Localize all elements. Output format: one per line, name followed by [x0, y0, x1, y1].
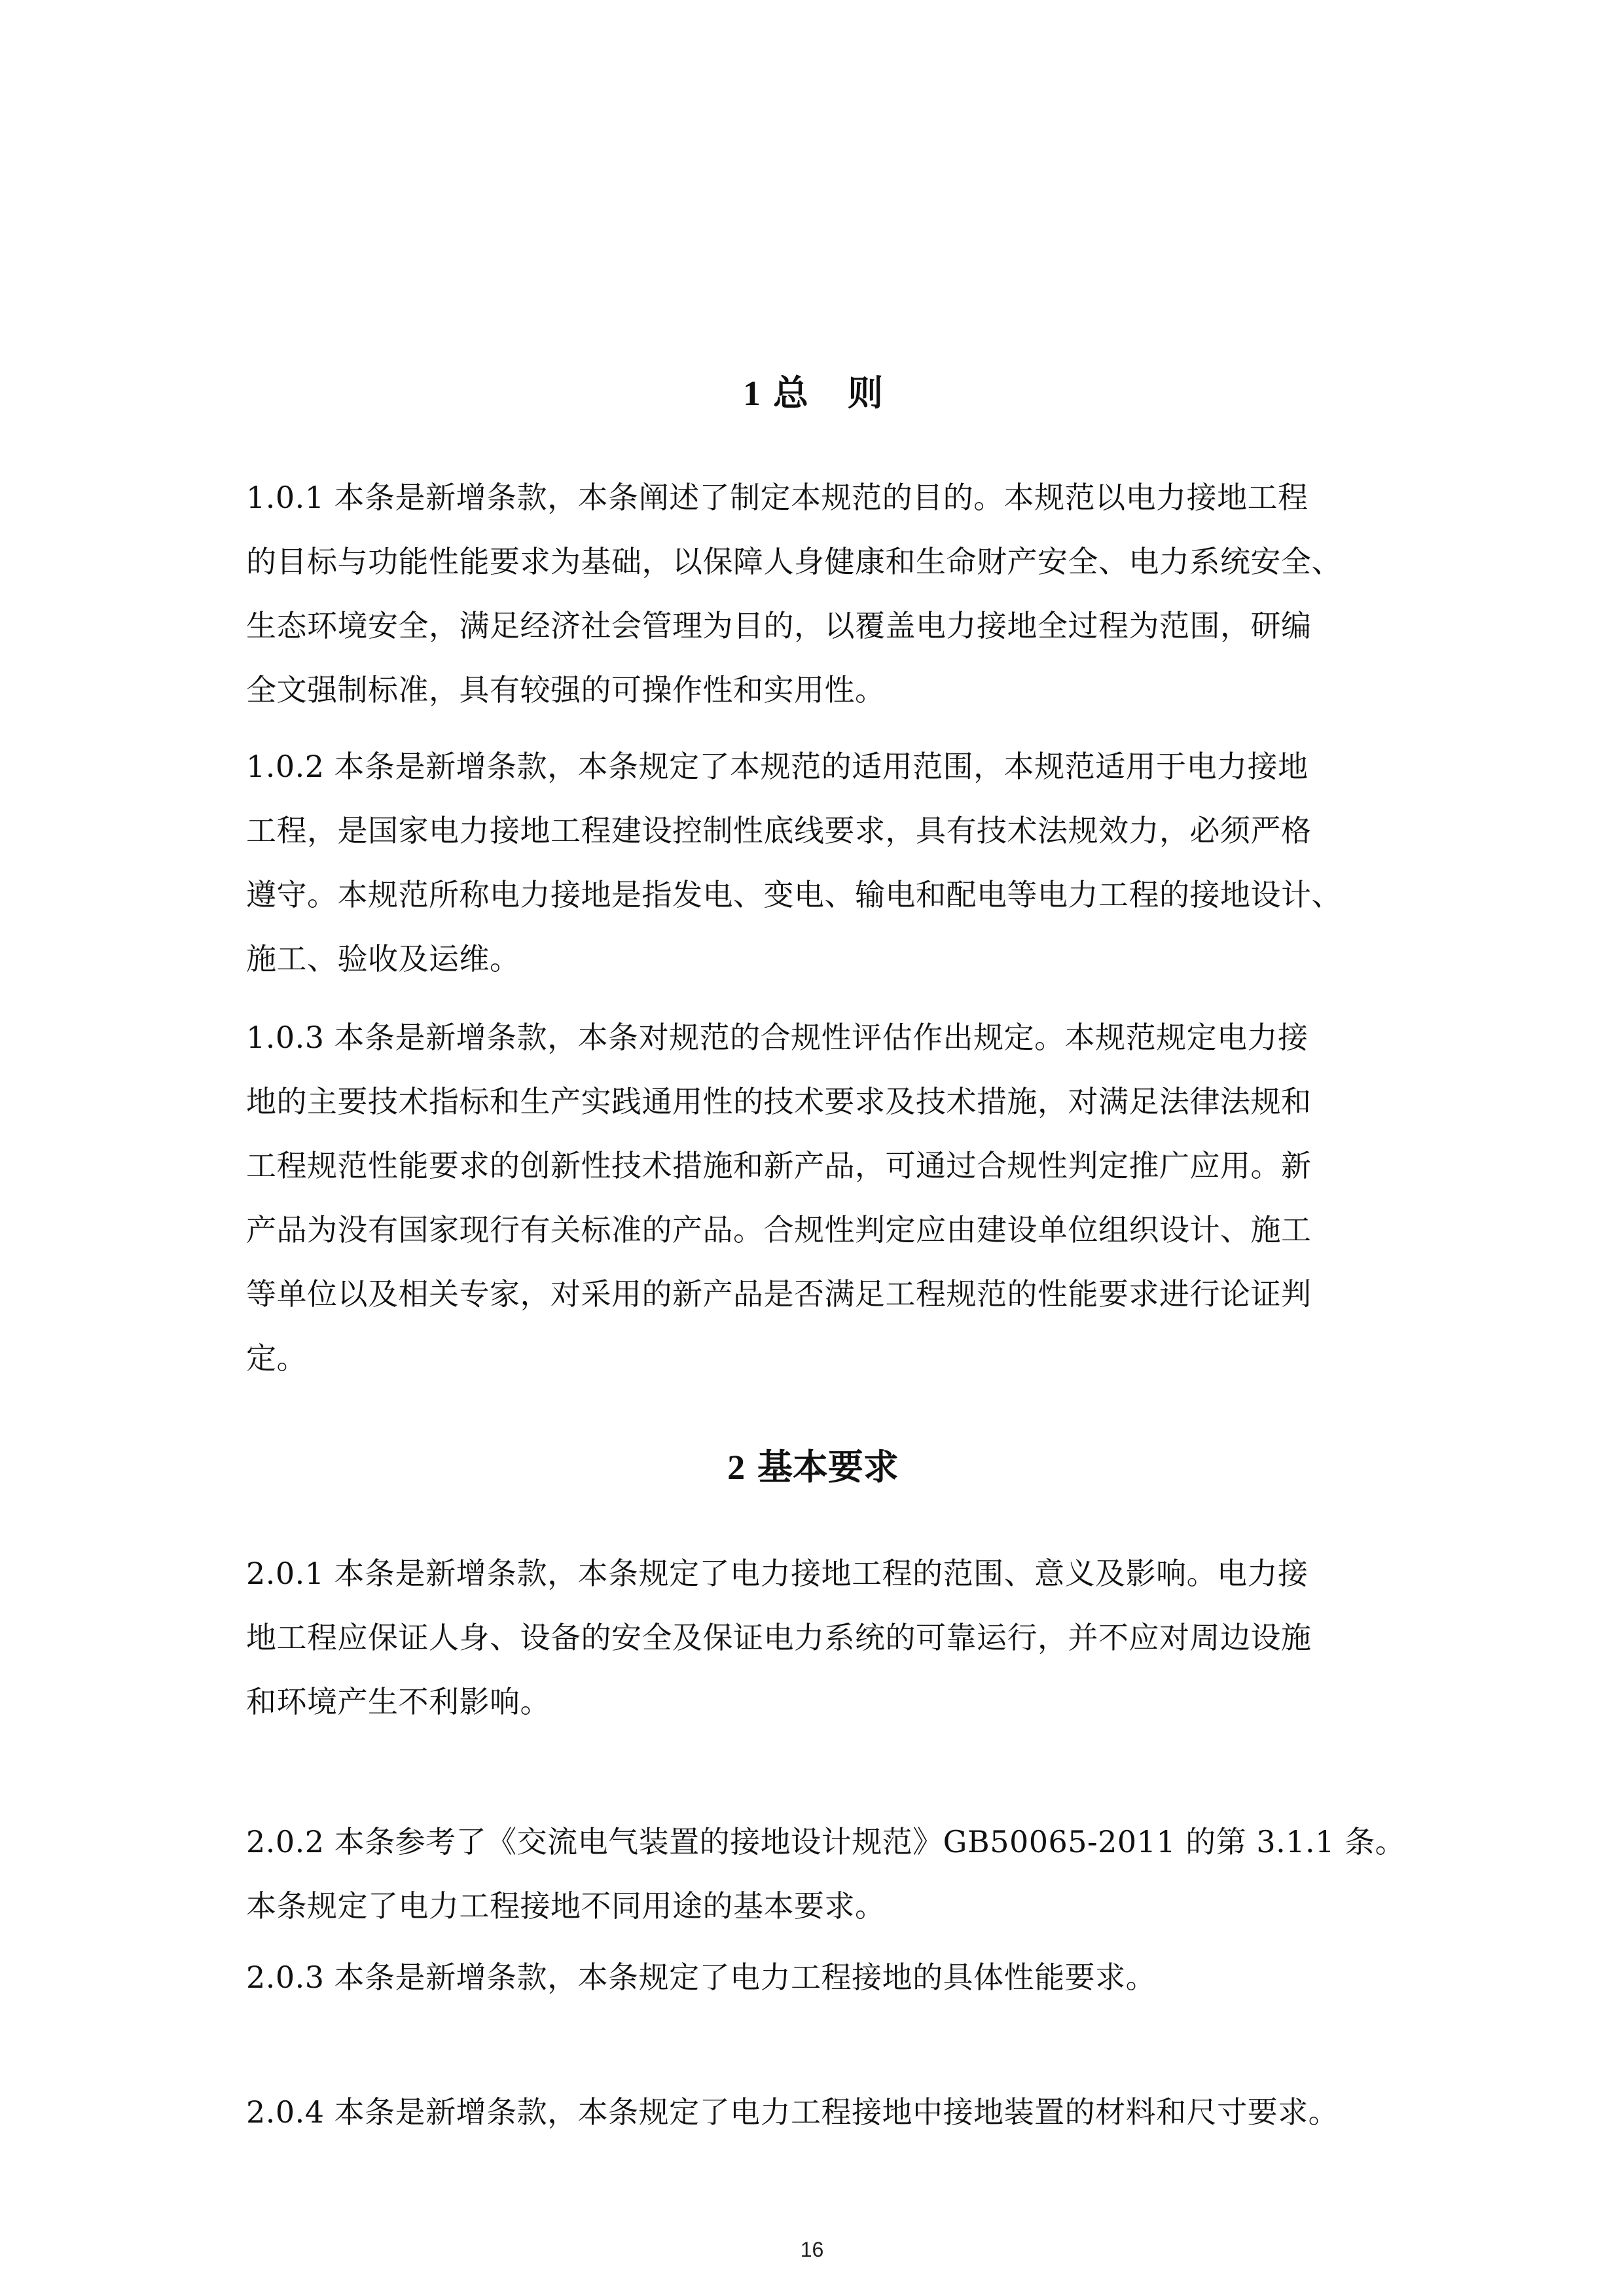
clause-line: 2.0.3 本条是新增条款，本条规定了电力工程接地的具体性能要求。	[246, 1960, 1157, 1995]
clause-line: 工程，是国家电力接地工程建设控制性底线要求，具有技术法规效力，必须严格	[246, 813, 1312, 848]
section-2-title: 基本要求	[757, 1446, 899, 1488]
clause-1-0-1	[246, 465, 1380, 722]
section-1-title-tail: 则	[847, 372, 883, 414]
section-1-title: 总	[772, 372, 808, 414]
clause-line: 地的主要技术指标和生产实践通用性的技术要求及技术措施，对满足法律法规和	[246, 1084, 1312, 1119]
section-2-number: 2	[727, 1448, 746, 1487]
clause-line: 2.0.2 本条参考了《交流电气装置的接地设计规范》GB50065-2011 的第 3.1.1 条。	[246, 1824, 1406, 1859]
document-page	[246, 0, 1406, 2296]
clause-2-0-3	[246, 1945, 1380, 2009]
clause-line: 全文强制标准，具有较强的可操作性和实用性。	[246, 672, 886, 708]
section-2-heading	[246, 1444, 1380, 1490]
clause-line: 施工、验收及运维。	[246, 941, 520, 977]
clause-line: 1.0.1 本条是新增条款，本条阐述了制定本规范的目的。本规范以电力接地工程	[246, 480, 1308, 515]
clause-line: 本条规定了电力工程接地不同用途的基本要求。	[246, 1888, 886, 1924]
clause-line: 和环境产生不利影响。	[246, 1684, 550, 1719]
clause-line: 2.0.4 本条是新增条款，本条规定了电力工程接地中接地装置的材料和尺寸要求。	[246, 2094, 1339, 2130]
section-1-number: 1	[743, 374, 761, 413]
clause-line: 1.0.3 本条是新增条款，本条对规范的合规性评估作出规定。本规范规定电力接	[246, 1020, 1308, 1055]
page-number: 16	[800, 2238, 824, 2261]
clause-line: 产品为没有国家现行有关标准的产品。合规性判定应由建设单位组织设计、施工	[246, 1212, 1312, 1247]
section-1-heading	[246, 370, 1380, 416]
clause-line: 定。	[246, 1340, 307, 1376]
clause-line: 工程规范性能要求的创新性技术措施和新产品，可通过合规性判定推广应用。新	[246, 1148, 1312, 1183]
clause-line: 等单位以及相关专家，对采用的新产品是否满足工程规范的性能要求进行论证判	[246, 1276, 1312, 1312]
clause-line: 2.0.1 本条是新增条款，本条规定了电力接地工程的范围、意义及影响。电力接	[246, 1556, 1308, 1591]
clause-2-0-4	[246, 2080, 1380, 2144]
clause-1-0-2	[246, 734, 1380, 991]
clause-1-0-3	[246, 1005, 1380, 1390]
clause-2-0-1	[246, 1541, 1380, 1734]
clause-line: 地工程应保证人身、设备的安全及保证电力系统的可靠运行，并不应对周边设施	[246, 1620, 1312, 1655]
clause-2-0-2	[246, 1810, 1406, 1938]
clause-line: 的目标与功能性能要求为基础，以保障人身健康和生命财产安全、电力系统安全、	[246, 544, 1342, 579]
clause-line: 1.0.2 本条是新增条款，本条规定了本规范的适用范围，本规范适用于电力接地	[246, 749, 1308, 784]
clause-line: 遵守。本规范所称电力接地是指发电、变电、输电和配电等电力工程的接地设计、	[246, 877, 1342, 912]
clause-line: 生态环境安全，满足经济社会管理为目的，以覆盖电力接地全过程为范围，研编	[246, 608, 1312, 643]
